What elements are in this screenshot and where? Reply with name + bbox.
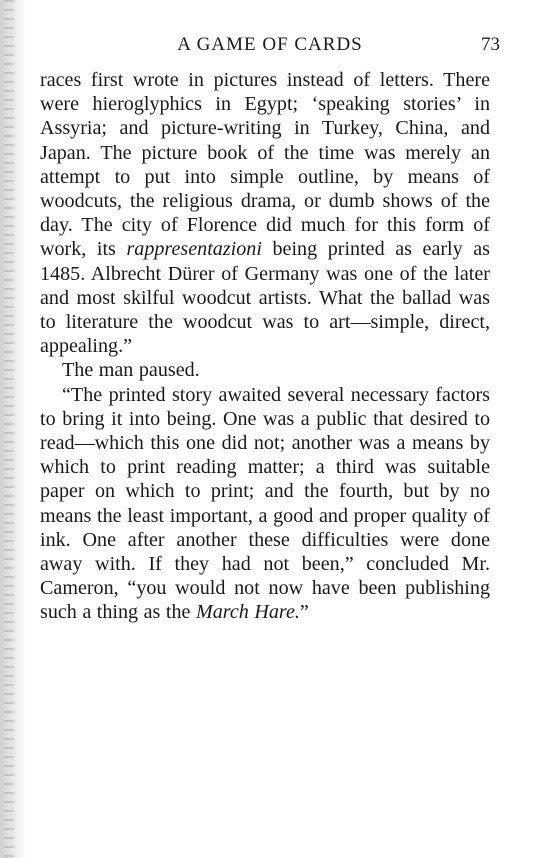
running-title: A GAME OF CARDS	[177, 34, 363, 55]
page-gutter-shadow	[0, 0, 26, 858]
paragraph-3	[40, 383, 490, 625]
page-header	[40, 34, 500, 64]
paragraph-3-text-a: “The printed story awaited several necessary factors to bring it into being. One was a public that desired to read—which this one did not; another was a means by which to print reading matter; a third was suitable paper on which to print; and the fourth, but by no means the least important, a good and proper quality of ink. One after another these difficulties were done away with. If they had not been,” concluded Mr. Cameron, “you would not now have been publishing such a thing as the	[40, 383, 490, 624]
paragraph-2: The man paused.	[62, 359, 200, 382]
paragraph-1	[40, 68, 490, 358]
page-number: 73	[481, 34, 500, 55]
page-body	[40, 68, 490, 625]
paragraph-1-text-a: races first wrote in pictures instead of letters. There were hieroglyphics in Egypt; ‘speaking stories’ in Assyria; and picture-writing in Turkey, China, and Japan. The picture book of the time was merely an attempt to put into simple outline, by means of woodcuts, the religious drama, or dumb shows of the day. The city of Florence did much for this form of work, its	[40, 69, 490, 261]
binding-texture	[4, 0, 14, 858]
paragraph-3-italic: March Hare.	[195, 601, 300, 624]
paragraph-3-text-b: ”	[299, 601, 309, 624]
paragraph-1-italic: rappresentazioni	[126, 238, 262, 261]
paragraph-1-text-b: being printed as early as 1485. Albrecht Dürer of Germany was one of the later and most skilful woodcut artists. What the ballad was to literature the woodcut was to art—simple, direct, appealing.”	[40, 238, 490, 358]
